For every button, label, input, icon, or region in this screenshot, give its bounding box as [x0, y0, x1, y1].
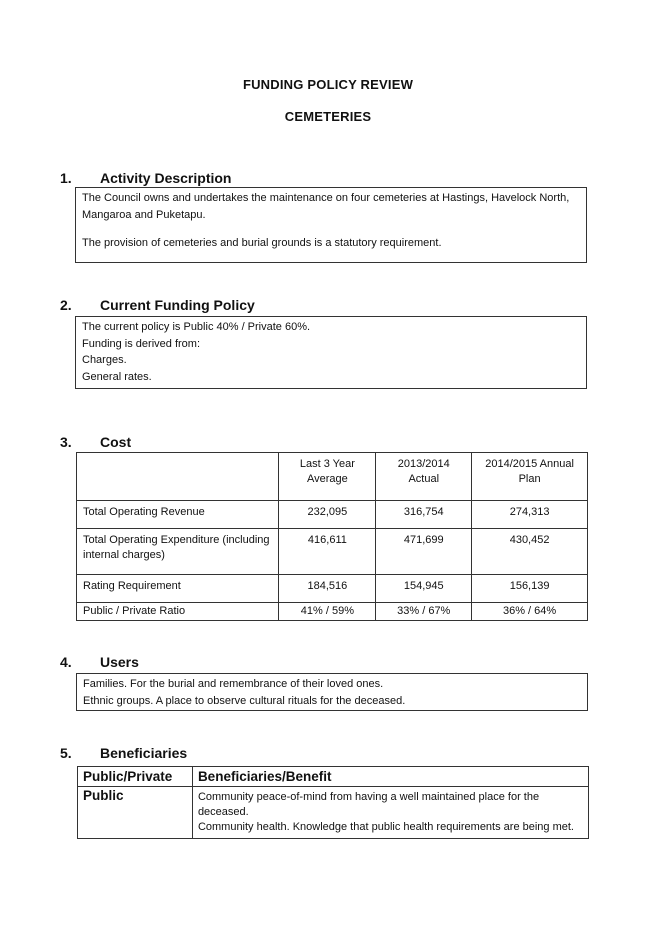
table-row: [78, 787, 589, 839]
section-5-heading: [60, 745, 187, 761]
section-number: 3.: [60, 434, 72, 450]
row-label: Rating Requirement: [77, 575, 279, 603]
cost-table: [76, 452, 588, 621]
users-box: [76, 673, 588, 711]
table-cell: 154,945: [376, 575, 472, 603]
table-header-cell: Beneficiaries/Benefit: [192, 767, 588, 787]
section-title: Cost: [100, 434, 132, 450]
section-1-heading: [60, 170, 231, 186]
table-header-cell: Public/Private: [78, 767, 193, 787]
paragraph: Funding is derived from:: [82, 337, 200, 350]
section-title: Current Funding Policy: [100, 297, 255, 313]
table-cell: 36% / 64%: [472, 603, 588, 621]
table-row: [77, 575, 588, 603]
funding-policy-box: [75, 316, 587, 389]
section-title: Beneficiaries: [100, 745, 188, 761]
table-row: [77, 501, 588, 529]
row-label: Public / Private Ratio: [77, 603, 279, 621]
table-header-cell: Last 3 Year Average: [279, 453, 376, 501]
paragraph: Charges.: [82, 354, 127, 366]
section-3-heading: [60, 434, 131, 450]
section-number: 4.: [60, 654, 72, 670]
table-cell: 274,313: [472, 501, 588, 529]
table-cell: 430,452: [472, 529, 588, 575]
beneficiaries-table: [77, 766, 589, 839]
table-header-cell: [77, 453, 279, 501]
paragraph: The provision of cemeteries and burial grounds is a statutory requirement.: [82, 237, 442, 249]
table-header-row: [78, 767, 589, 787]
benefit-item: Community health. Knowledge that public health requirements are being met.: [197, 821, 574, 833]
paragraph: The Council owns and undertakes the maintenance on four cemeteries at Hastings, Havelock North,: [82, 192, 570, 204]
section-title: Activity Description: [100, 170, 232, 186]
row-label: Public: [78, 787, 193, 839]
paragraph: Families. For the burial and remembrance of their loved ones.: [83, 678, 384, 690]
table-cell: 184,516: [279, 575, 376, 603]
paragraph: General rates.: [82, 370, 152, 383]
table-row: [77, 603, 588, 621]
table-header-row: [77, 453, 588, 501]
table-cell: 316,754: [376, 501, 472, 529]
table-cell: 41% / 59%: [279, 603, 376, 621]
paragraph: Ethnic groups. A place to observe cultural rituals for the deceased.: [83, 694, 406, 707]
paragraph: The current policy is Public 40% / Private 60%.: [82, 321, 311, 333]
row-label: Total Operating Expenditure (including internal charges): [77, 529, 279, 575]
section-title: Users: [100, 654, 139, 670]
table-header-cell: 2013/2014 Actual: [376, 453, 472, 501]
section-2-heading: [60, 297, 255, 313]
table-cell: 471,699: [376, 529, 472, 575]
row-label: Total Operating Revenue: [77, 501, 279, 529]
document-subtitle: CEMETERIES: [284, 109, 372, 124]
activity-description-box: [75, 187, 587, 263]
table-cell: 156,139: [472, 575, 588, 603]
table-cell: 232,095: [279, 501, 376, 529]
table-cell: 33% / 67%: [376, 603, 472, 621]
section-4-heading: [60, 654, 139, 670]
section-number: 2.: [60, 297, 72, 313]
section-number: 5.: [60, 745, 72, 761]
table-row: [77, 529, 588, 575]
paragraph: Mangaroa and Puketapu.: [82, 208, 206, 221]
table-cell: 416,611: [279, 529, 376, 575]
table-header-cell: 2014/2015 Annual Plan: [472, 453, 588, 501]
benefit-cell: [192, 787, 588, 839]
document-title: FUNDING POLICY REVIEW: [242, 77, 414, 92]
benefit-item: Community peace-of-mind from having a well maintained place for the deceased.: [197, 791, 540, 818]
section-number: 1.: [60, 170, 72, 186]
